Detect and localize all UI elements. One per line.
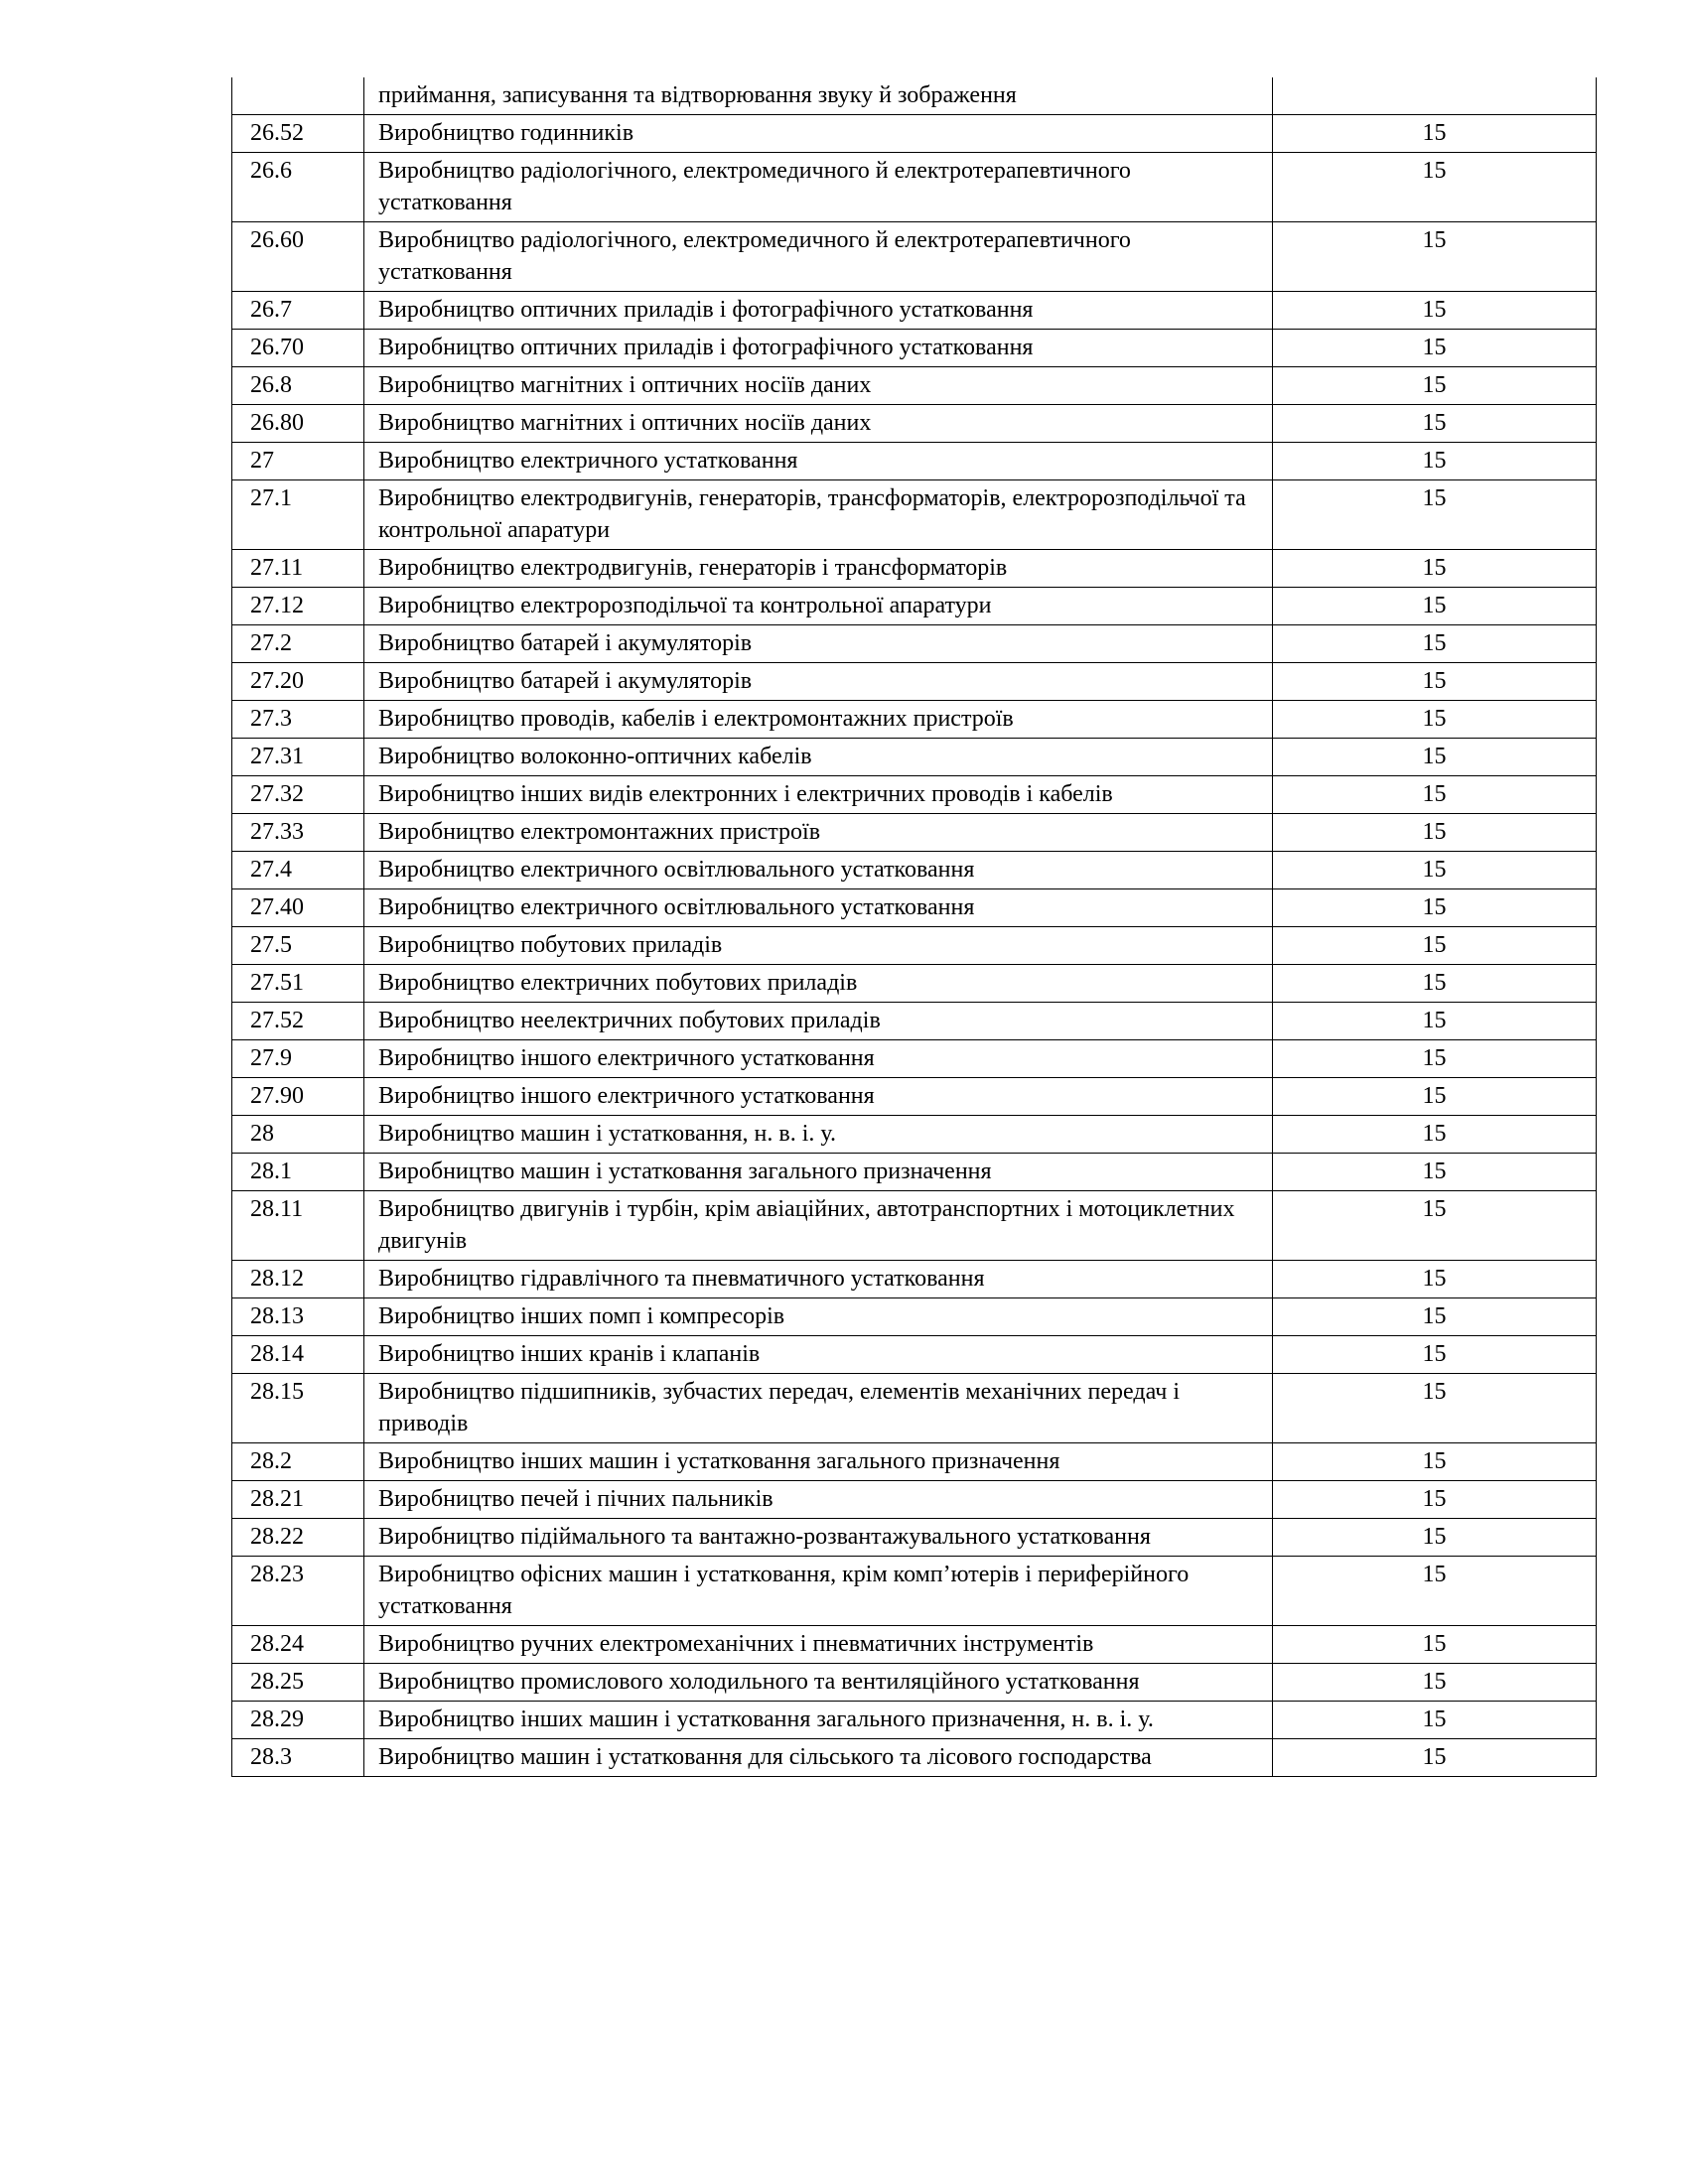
table-row <box>232 367 1597 405</box>
code-cell: 26.52 <box>232 115 364 153</box>
rate-cell: 15 <box>1273 443 1597 480</box>
code-cell: 28.15 <box>232 1374 364 1443</box>
code-cell: 27 <box>232 443 364 480</box>
rate-cell: 15 <box>1273 222 1597 292</box>
table-row <box>232 153 1597 222</box>
table-row <box>232 550 1597 588</box>
activity-name-cell: Виробництво магнітних і оптичних носіїв даних <box>364 405 1273 443</box>
table-row <box>232 1557 1597 1626</box>
code-cell: 28.11 <box>232 1191 364 1261</box>
table-row <box>232 1298 1597 1336</box>
table-row <box>232 739 1597 776</box>
activity-name-cell: приймання, записування та відтворювання звуку й зображення <box>364 77 1273 115</box>
rate-cell: 15 <box>1273 965 1597 1003</box>
activity-name-cell: Виробництво підіймального та вантажно-розвантажувального устатковання <box>364 1519 1273 1557</box>
table-row <box>232 965 1597 1003</box>
activity-name-cell: Виробництво двигунів і турбін, крім авіаційних, автотранспортних і мотоциклетних двигунів <box>364 1191 1273 1261</box>
table-row <box>232 1443 1597 1481</box>
code-cell: 27.5 <box>232 927 364 965</box>
activity-name-cell: Виробництво гідравлічного та пневматичного устатковання <box>364 1261 1273 1298</box>
rate-cell: 15 <box>1273 588 1597 625</box>
code-cell: 28.2 <box>232 1443 364 1481</box>
rate-cell: 15 <box>1273 663 1597 701</box>
code-cell: 28.21 <box>232 1481 364 1519</box>
code-cell: 27.11 <box>232 550 364 588</box>
rate-cell: 15 <box>1273 405 1597 443</box>
table-row <box>232 588 1597 625</box>
table-row <box>232 443 1597 480</box>
table-row <box>232 1003 1597 1040</box>
activity-name-cell: Виробництво інших машин і устатковання загального призначення, н. в. і. у. <box>364 1702 1273 1739</box>
activity-name-cell: Виробництво іншого електричного устатковання <box>364 1078 1273 1116</box>
table-row <box>232 625 1597 663</box>
table-row <box>232 701 1597 739</box>
activity-name-cell: Виробництво батарей і акумуляторів <box>364 625 1273 663</box>
rate-cell: 15 <box>1273 1003 1597 1040</box>
rate-cell: 15 <box>1273 739 1597 776</box>
table-row <box>232 1664 1597 1702</box>
rate-cell: 15 <box>1273 625 1597 663</box>
rate-cell: 15 <box>1273 1040 1597 1078</box>
code-cell: 28.1 <box>232 1154 364 1191</box>
code-cell: 26.7 <box>232 292 364 330</box>
activity-rate-table <box>231 77 1597 1777</box>
activity-name-cell: Виробництво електромонтажних пристроїв <box>364 814 1273 852</box>
rate-cell: 15 <box>1273 852 1597 889</box>
code-cell: 27.52 <box>232 1003 364 1040</box>
table-row <box>232 1702 1597 1739</box>
table-row <box>232 889 1597 927</box>
code-cell: 27.40 <box>232 889 364 927</box>
code-cell: 28.13 <box>232 1298 364 1336</box>
activity-name-cell: Виробництво електророзподільчої та контрольної апаратури <box>364 588 1273 625</box>
activity-name-cell: Виробництво машин і устатковання для сільського та лісового господарства <box>364 1739 1273 1777</box>
rate-cell: 15 <box>1273 1078 1597 1116</box>
table-row <box>232 1519 1597 1557</box>
table-row <box>232 927 1597 965</box>
rate-cell: 15 <box>1273 1336 1597 1374</box>
rate-cell: 15 <box>1273 1519 1597 1557</box>
code-cell: 27.51 <box>232 965 364 1003</box>
rate-cell: 15 <box>1273 480 1597 550</box>
table-row <box>232 330 1597 367</box>
table-row <box>232 1078 1597 1116</box>
code-cell: 27.20 <box>232 663 364 701</box>
table-row <box>232 852 1597 889</box>
activity-name-cell: Виробництво електричного освітлювального устатковання <box>364 852 1273 889</box>
activity-name-cell: Виробництво електричного освітлювального устатковання <box>364 889 1273 927</box>
table-row <box>232 1481 1597 1519</box>
table-row <box>232 1191 1597 1261</box>
code-cell: 27.90 <box>232 1078 364 1116</box>
activity-name-cell: Виробництво офісних машин і устатковання, крім комп’ютерів і периферійного устатковання <box>364 1557 1273 1626</box>
table-row <box>232 480 1597 550</box>
rate-cell: 15 <box>1273 1626 1597 1664</box>
code-cell: 28.22 <box>232 1519 364 1557</box>
table-row <box>232 814 1597 852</box>
rate-cell: 15 <box>1273 367 1597 405</box>
rate-cell: 15 <box>1273 1443 1597 1481</box>
activity-name-cell: Виробництво побутових приладів <box>364 927 1273 965</box>
activity-name-cell: Виробництво електричного устатковання <box>364 443 1273 480</box>
table-row <box>232 1261 1597 1298</box>
table-row <box>232 1336 1597 1374</box>
rate-cell: 15 <box>1273 153 1597 222</box>
rate-cell: 15 <box>1273 1739 1597 1777</box>
table-row <box>232 405 1597 443</box>
code-cell: 27.31 <box>232 739 364 776</box>
activity-name-cell: Виробництво ручних електромеханічних і пневматичних інструментів <box>364 1626 1273 1664</box>
activity-name-cell: Виробництво оптичних приладів і фотографічного устатковання <box>364 330 1273 367</box>
activity-name-cell: Виробництво інших машин і устатковання загального призначення <box>364 1443 1273 1481</box>
rate-cell: 15 <box>1273 1702 1597 1739</box>
activity-name-cell: Виробництво інших кранів і клапанів <box>364 1336 1273 1374</box>
rate-cell: 15 <box>1273 292 1597 330</box>
activity-name-cell: Виробництво батарей і акумуляторів <box>364 663 1273 701</box>
activity-name-cell: Виробництво магнітних і оптичних носіїв даних <box>364 367 1273 405</box>
code-cell: 27.1 <box>232 480 364 550</box>
activity-name-cell: Виробництво інших помп і компресорів <box>364 1298 1273 1336</box>
code-cell: 27.3 <box>232 701 364 739</box>
code-cell: 26.60 <box>232 222 364 292</box>
rate-cell: 15 <box>1273 1557 1597 1626</box>
activity-name-cell: Виробництво радіологічного, електромедичного й електротерапевтичного устатковання <box>364 222 1273 292</box>
table-row <box>232 1626 1597 1664</box>
rate-cell: 15 <box>1273 330 1597 367</box>
rate-cell: 15 <box>1273 1261 1597 1298</box>
table-row <box>232 1116 1597 1154</box>
code-cell: 27.33 <box>232 814 364 852</box>
code-cell: 26.8 <box>232 367 364 405</box>
code-cell: 28.14 <box>232 1336 364 1374</box>
activity-table-wrapper <box>231 77 1596 1777</box>
rate-cell: 15 <box>1273 1154 1597 1191</box>
activity-name-cell: Виробництво проводів, кабелів і електромонтажних пристроїв <box>364 701 1273 739</box>
activity-name-cell: Виробництво печей і пічних пальників <box>364 1481 1273 1519</box>
table-body <box>232 77 1597 1777</box>
code-cell: 26.6 <box>232 153 364 222</box>
code-cell: 28.25 <box>232 1664 364 1702</box>
code-cell: 26.70 <box>232 330 364 367</box>
rate-cell: 15 <box>1273 776 1597 814</box>
code-cell: 27.12 <box>232 588 364 625</box>
rate-cell: 15 <box>1273 814 1597 852</box>
code-cell: 27.32 <box>232 776 364 814</box>
activity-name-cell: Виробництво підшипників, зубчастих передач, елементів механічних передач і приводів <box>364 1374 1273 1443</box>
code-cell: 28.3 <box>232 1739 364 1777</box>
activity-name-cell: Виробництво волоконно-оптичних кабелів <box>364 739 1273 776</box>
rate-cell <box>1273 77 1597 115</box>
rate-cell: 15 <box>1273 927 1597 965</box>
rate-cell: 15 <box>1273 889 1597 927</box>
code-cell: 28.23 <box>232 1557 364 1626</box>
activity-name-cell: Виробництво оптичних приладів і фотографічного устатковання <box>364 292 1273 330</box>
activity-name-cell: Виробництво електричних побутових приладів <box>364 965 1273 1003</box>
code-cell: 27.2 <box>232 625 364 663</box>
activity-name-cell: Виробництво радіологічного, електромедичного й електротерапевтичного устатковання <box>364 153 1273 222</box>
code-cell: 27.4 <box>232 852 364 889</box>
code-cell: 28.29 <box>232 1702 364 1739</box>
table-row <box>232 663 1597 701</box>
table-row <box>232 776 1597 814</box>
rate-cell: 15 <box>1273 1191 1597 1261</box>
activity-name-cell: Виробництво неелектричних побутових приладів <box>364 1003 1273 1040</box>
rate-cell: 15 <box>1273 701 1597 739</box>
table-row <box>232 1040 1597 1078</box>
rate-cell: 15 <box>1273 1664 1597 1702</box>
activity-name-cell: Виробництво іншого електричного устатковання <box>364 1040 1273 1078</box>
code-cell: 28.24 <box>232 1626 364 1664</box>
rate-cell: 15 <box>1273 1481 1597 1519</box>
table-row <box>232 1739 1597 1777</box>
rate-cell: 15 <box>1273 1298 1597 1336</box>
table-row <box>232 115 1597 153</box>
rate-cell: 15 <box>1273 1374 1597 1443</box>
code-cell: 26.80 <box>232 405 364 443</box>
table-row <box>232 1374 1597 1443</box>
rate-cell: 15 <box>1273 550 1597 588</box>
table-row-continuation <box>232 77 1597 115</box>
table-row <box>232 222 1597 292</box>
rate-cell: 15 <box>1273 1116 1597 1154</box>
table-row <box>232 292 1597 330</box>
code-cell <box>232 77 364 115</box>
activity-name-cell: Виробництво годинників <box>364 115 1273 153</box>
rate-cell: 15 <box>1273 115 1597 153</box>
activity-name-cell: Виробництво промислового холодильного та вентиляційного устатковання <box>364 1664 1273 1702</box>
table-row <box>232 1154 1597 1191</box>
code-cell: 28 <box>232 1116 364 1154</box>
activity-name-cell: Виробництво електродвигунів, генераторів і трансформаторів <box>364 550 1273 588</box>
activity-name-cell: Виробництво інших видів електронних і електричних проводів і кабелів <box>364 776 1273 814</box>
activity-name-cell: Виробництво машин і устатковання загального призначення <box>364 1154 1273 1191</box>
code-cell: 28.12 <box>232 1261 364 1298</box>
activity-name-cell: Виробництво електродвигунів, генераторів, трансформаторів, електророзподільчої та контрольної апаратури <box>364 480 1273 550</box>
code-cell: 27.9 <box>232 1040 364 1078</box>
activity-name-cell: Виробництво машин і устатковання, н. в. і. у. <box>364 1116 1273 1154</box>
